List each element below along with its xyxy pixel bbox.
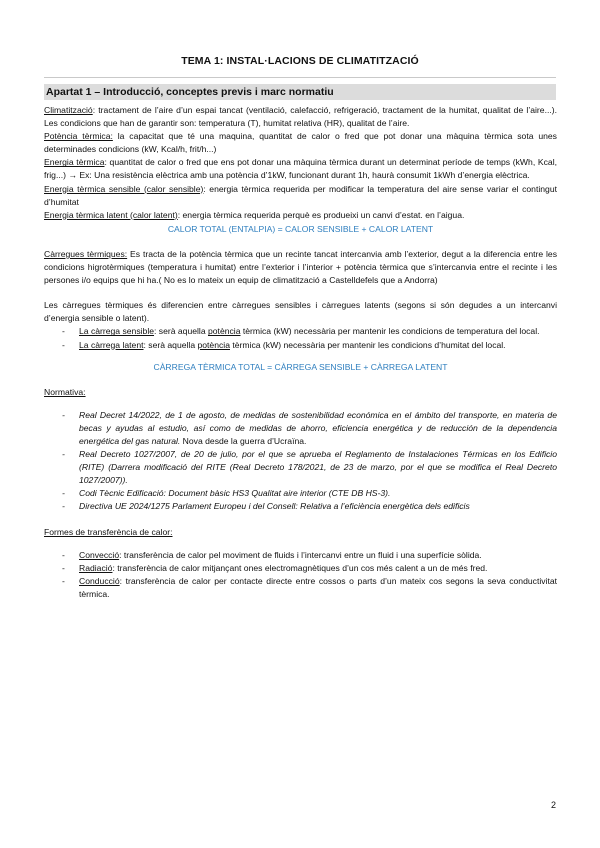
definition-latent [44, 209, 557, 222]
formula-heat: CALOR TOTAL (ENTALPIA) = CALOR SENSIBLE + CALOR LATENT [167, 223, 434, 234]
list-item: - La càrrega sensible: serà aquella potència tèrmica (kW) necessària per mantenir les condicions de temperatura del local. [44, 325, 557, 338]
definition-text: : tractament de l’aire d’un espai tancat (ventilació, calefacció, refrigeració, tractament de la humitat, qualitat de l’aire...). Les condicions que han de garantir son: temperatura (T), humitat relativa (HR), qualitat de l’aire. [44, 105, 557, 129]
list-item: - La càrrega latent: serà aquella potència tèrmica (kW) necessària per mantenir les condicions d’humitat del local. [44, 339, 557, 352]
definition-text: : energia tèrmica requerida perquè es produeixi un canvi d’estat. en l’aigua. [177, 209, 465, 220]
section-heading: Apartat 1 – Introducció, conceptes previs i marc normatiu [44, 84, 556, 100]
transfer-list [44, 549, 557, 601]
term: Energia tèrmica latent (calor latent) [44, 209, 178, 220]
page-title: TEMA 1: INSTAL·LACIONS DE CLIMATITZACIÓ [181, 55, 419, 67]
formula-load: CÀRREGA TÈRMICA TOTAL = CÀRREGA SENSIBLE + CÀRREGA LATENT [153, 361, 448, 372]
term: Climatització [44, 105, 93, 115]
normativa-list [44, 409, 557, 514]
definition-text: la capacitat que té una maquina, quantitat de calor o fred que pot donar una màquina tèrmica sota unes determinades condicions (kW, Kcal/h, frit/h...) [44, 131, 557, 155]
term: Potència tèrmica: [44, 131, 113, 142]
list-item: - Real Decreto 1027/2007, de 20 de julio, por el que se aprueba el Reglamento de Instalaciones Térmicas en los Edificio (RITE) (Darrera modificació del RITE (Real Decreto 178/2021, de 23 de marzo, por el que se modifica el Real Decreto 1027/2007)). [44, 448, 557, 487]
term: Energia tèrmica sensible (calor sensible) [44, 183, 204, 194]
definition-text: : quantitat de calor o fred que ens pot donar una màquina tèrmica durant un determinat període de temps (kWh, Kcal, frig...) → Ex: Una resistència elèctrica amb una potència d’1kW, funcionant durant 1h, haurà consumit 1kWh d’energia elèctrica. [44, 157, 557, 181]
title-divider [44, 77, 556, 78]
term: Energia tèrmica [44, 157, 105, 168]
definition-energia [44, 156, 557, 182]
definition-climatitzacio [44, 104, 557, 130]
page-number: 2 [550, 800, 556, 810]
list-item: - Directiva UE 2024/1275 Parlament Europeu i del Consell: Relativa a l’eficiència energètica dels edificis [44, 500, 557, 513]
transfer-heading: Formes de transferència de calor: [44, 526, 173, 537]
definition-potencia [44, 130, 557, 156]
list-item: - Convecció: transferència de calor pel moviment de fluids i l’intercanvi entre un fluid i una superfície sòlida. [44, 549, 557, 562]
definition-sensible [44, 183, 557, 209]
thermal-loads-paragraph [44, 248, 557, 287]
loads-text: Es tracta de la potència tèrmica que un recinte tancat intercanvia amb l’exterior, degut a la diferencia entre les condicions higrotèrmiques (temperatura i humitat) entre l’exterior i l’interior + potència tèrmica que s’intercanvia entre el recinte i les persones i/o equips que hi ha.( No es lo mateix un equip de climatització a Castelldefels que a Andorra) [44, 248, 557, 286]
normativa-heading: Normativa: [44, 386, 86, 397]
list-item: - Real Decret 14/2022, de 1 de agosto, de medidas de sostenibilidad económica en el ámbito del transporte, en materia de becas y ayudas al estudio, así como de medidas de ahorro, eficiencia energética y de reducción de la dependencia energética del gas natural. Nova desde la guerra d’Ucraïna. [44, 409, 557, 448]
term: Càrregues tèrmiques: [44, 248, 128, 259]
definition-text: : energia tèrmica requerida per modificar la temperatura del aire sense variar el contingut d’humitat [44, 183, 557, 207]
content [44, 104, 557, 601]
list-item: - Conducció: transferència de calor per contacte directe entre cossos o parts d’un mateix cos segons la seva conductivitat tèrmica. [44, 575, 557, 601]
loads-list [44, 325, 557, 351]
list-item: - Radiació: transferència de calor mitjançant ones electromagnètiques d’un cos més calent a un de més fred. [44, 562, 557, 575]
loads-intro: Les càrregues tèrmiques és diferencien entre càrregues sensibles i càrregues latents (segons si són degudes a un intercanvi d’energia sensible o latent). [44, 300, 557, 324]
list-item: - Codi Tècnic Edificació: Document bàsic HS3 Qualitat aire interior (CTE DB HS-3). [44, 487, 557, 500]
